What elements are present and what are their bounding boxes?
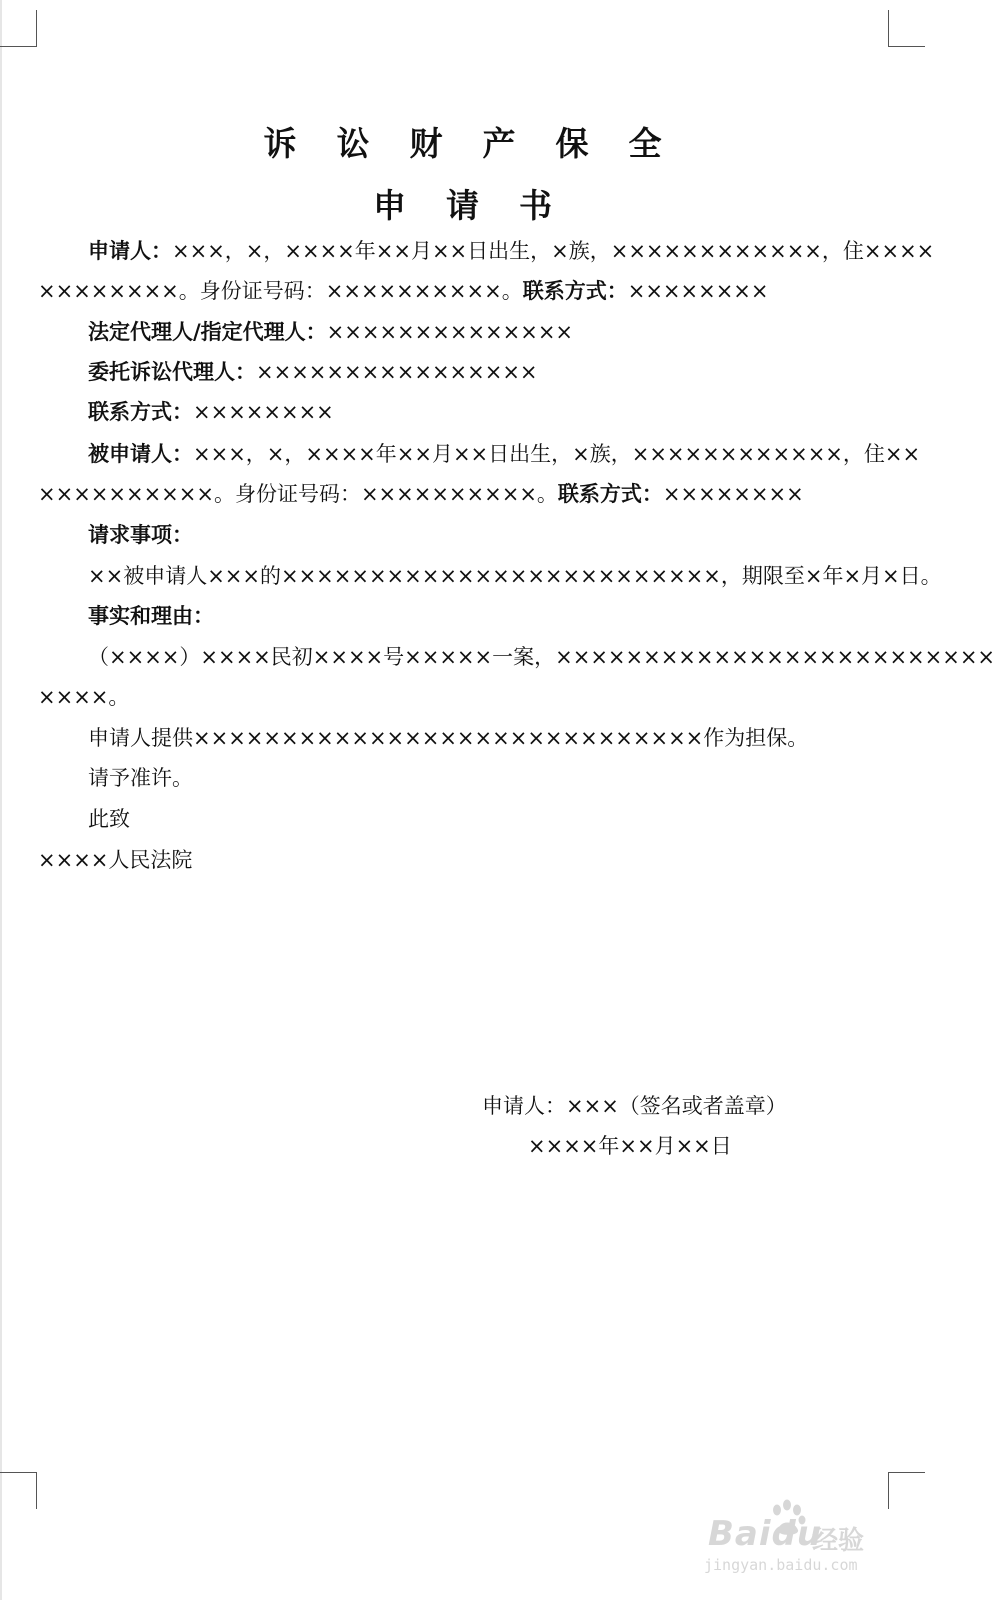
legal-rep-value: ×××××××××××××× (326, 320, 574, 344)
agent-contact-value: ×××××××× (193, 400, 334, 424)
agent-label: 委托诉讼代理人： (88, 360, 256, 384)
please-approve-text: 请予准许。 (88, 766, 193, 790)
baidu-jingyan-watermark (700, 1500, 890, 1580)
respondent-contact-value: ×××××××× (662, 482, 804, 506)
signature-date: ××××年××月××日 (528, 1134, 732, 1158)
respondent-line (88, 434, 921, 474)
watermark-url: jingyan.baidu.com (704, 1556, 858, 1574)
guarantee-text: 申请人提供×××××××××××××××××××××××××××××作为担保。 (88, 726, 809, 750)
facts-text: （××××）××××民初××××号×××××一案，××××××××××××××××××××××××× (88, 645, 995, 669)
signature-line: 申请人：×××（签名或者盖章） (482, 1094, 787, 1118)
respondent-contact-label: 联系方式： (557, 482, 663, 506)
applicant-id: ××××××××。身份证号码：××××××××××。 (38, 279, 523, 303)
applicant-line-2 (38, 271, 888, 311)
respondent-line-2 (38, 474, 888, 514)
request-heading: 请求事项： (88, 523, 193, 547)
page-edge (0, 0, 2, 1600)
agent-contact-label: 联系方式： (88, 400, 193, 424)
respondent-id: ××××××××××。身份证号码：××××××××××。 (38, 482, 558, 506)
applicant-line (88, 231, 935, 271)
salutation: 此致 (88, 807, 130, 831)
agent-line (88, 352, 888, 392)
legal-rep-label: 法定代理人/指定代理人： (88, 320, 327, 344)
applicant-contact-value: ×××××××× (627, 279, 769, 303)
respondent-label: 被申请人： (88, 442, 193, 466)
applicant-contact-label: 联系方式： (522, 279, 628, 303)
applicant-text: ×××，×，××××年××月××日出生，×族，××××××××××××，住×××× (172, 239, 935, 263)
crop-mark-bottom-right (888, 1472, 925, 1509)
agent-contact-line (88, 392, 888, 432)
court-name: ××××人民法院 (38, 848, 193, 872)
facts-text-2: ××××。 (38, 685, 130, 709)
request-text: ××被申请人×××的×××××××××××××××××××××××××，期限至×年×月×日。 (88, 564, 942, 588)
respondent-text: ×××，×，××××年××月××日出生，×族，××××××××××××，住×× (193, 442, 921, 466)
legal-rep-line (88, 312, 888, 352)
agent-value: ×××××××××××××××× (256, 360, 538, 384)
crop-mark-top-right (888, 10, 925, 47)
facts-heading: 事实和理由： (88, 604, 214, 628)
document-subtitle: 申请书 (373, 186, 592, 225)
watermark-brand: Baidu (708, 1514, 823, 1554)
crop-mark-bottom-left (0, 1472, 37, 1509)
crop-mark-top-left (0, 10, 37, 47)
document-title: 诉讼财产保全 (263, 124, 702, 163)
applicant-label: 申请人： (88, 239, 172, 263)
watermark-jingyan: 经验 (812, 1526, 865, 1556)
